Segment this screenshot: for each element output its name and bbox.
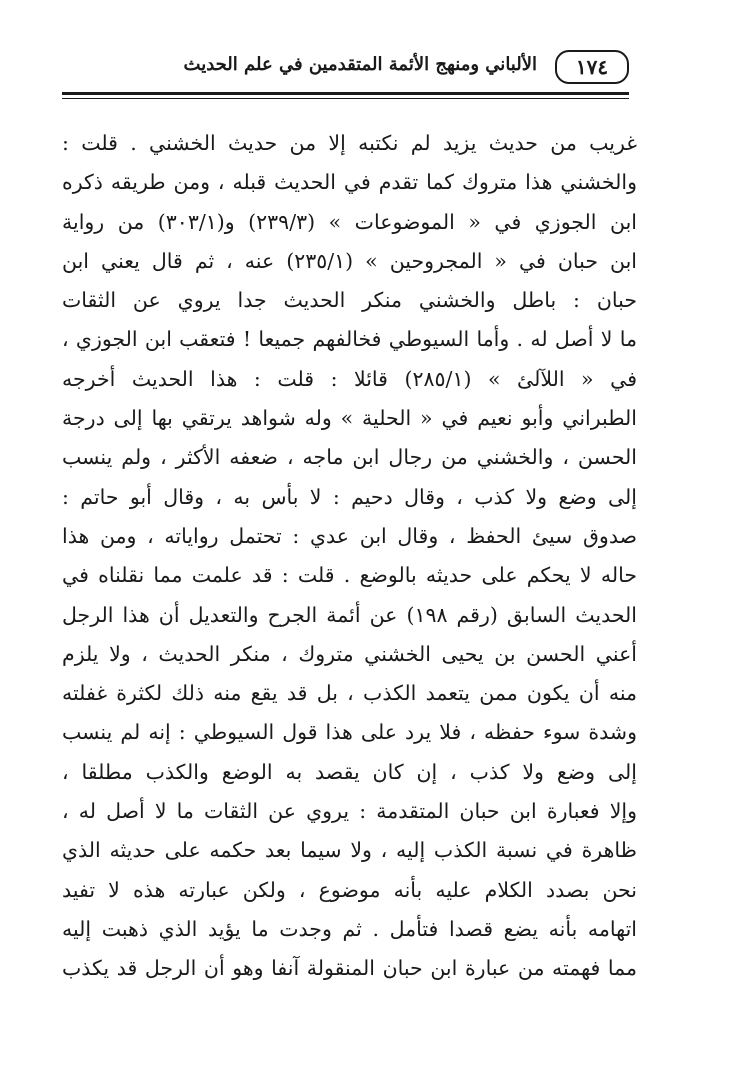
text-line: ظاهرة في نسبة الكذب إليه ، ولا سيما بعد حكمه على حديثه الذي (62, 838, 637, 863)
page-number: ١٧٤ (555, 50, 629, 84)
text-line: ما لا أصل له . وأما السيوطي فخالفهم جميعا ! فتعقب ابن الجوزي ، (62, 327, 637, 352)
text-line: أعني الحسن بن يحيى الخشني متروك ، منكر الحديث ، ولا يلزم (62, 641, 637, 666)
text-line: ابن الجوزي في « الموضوعات » (٢٣٩/٣) و(٣٠٣/١) من رواية (62, 209, 637, 234)
header-rule-thin (62, 98, 629, 99)
text-line: الطبراني وأبو نعيم في « الحلية » وله شواهد يرتقي بها إلى درجة (62, 406, 637, 431)
running-title: الألباني ومنهج الأئمة المتقدمين في علم الحديث (183, 54, 537, 75)
header-rule-thick (62, 92, 629, 95)
text-line: إلى وضع ولا كذب ، إن كان يقصد به الوضع والكذب مطلقا ، (62, 759, 637, 784)
text-line: نحن بصدد الكلام عليه بأنه موضوع ، ولكن عبارته هذه لا تفيد (62, 877, 637, 902)
text-line: إلى وضع ولا كذب ، وقال دحيم : لا بأس به ، وقال أبو حاتم : (62, 484, 637, 509)
text-line: منه أن يكون ممن يتعمد الكذب ، بل قد يقع منه ذلك لكثرة غفلته (62, 681, 637, 706)
text-line: ابن حبان في « المجروحين » (٢٣٥/١) عنه ، ثم قال يعني ابن (62, 248, 637, 273)
text-line: الحديث السابق (رقم ١٩٨) عن أئمة الجرح والتعديل أن هذا الرجل (62, 602, 637, 627)
text-line: حاله لا يحكم على حديثه بالوضع . قلت : قد علمت مما نقلناه في (62, 563, 637, 588)
text-line: مما فهمته من عبارة ابن حبان المنقولة آنفا وهو أن الرجل قد يكذب (62, 956, 637, 981)
text-line: وشدة سوء حفظه ، فلا يرد على هذا قول السيوطي : إنه لم ينسب (62, 720, 637, 745)
page-header (62, 46, 629, 102)
text-line: والخشني هذا متروك كما تقدم في الحديث قبله ، ومن طريقه ذكره (62, 170, 637, 195)
text-line: صدوق سيئ الحفظ ، وقال ابن عدي : تحتمل رواياته ، ومن هذا (62, 523, 637, 548)
text-line: حبان : باطل والخشني منكر الحديث جدا يروي عن الثقات (62, 288, 637, 313)
text-line: الحسن ، والخشني من رجال ابن ماجه ، ضعفه الأكثر ، ولم ينسب (62, 445, 637, 470)
text-line: غريب من حديث يزيد لم نكتبه إلا من حديث الخشني . قلت : (62, 131, 637, 155)
body-text (62, 124, 637, 989)
text-line: في « اللآلئ » (٢٨٥/١) قائلا : قلت : هذا الحديث أخرجه (62, 366, 637, 391)
text-line: وإلا فعبارة ابن حبان المتقدمة : يروي عن الثقات ما لا أصل له ، (62, 799, 637, 824)
text-line: اتهامه بأنه يضع قصدا فتأمل . ثم وجدت ما يؤيد الذي ذهبت إليه (62, 916, 637, 941)
